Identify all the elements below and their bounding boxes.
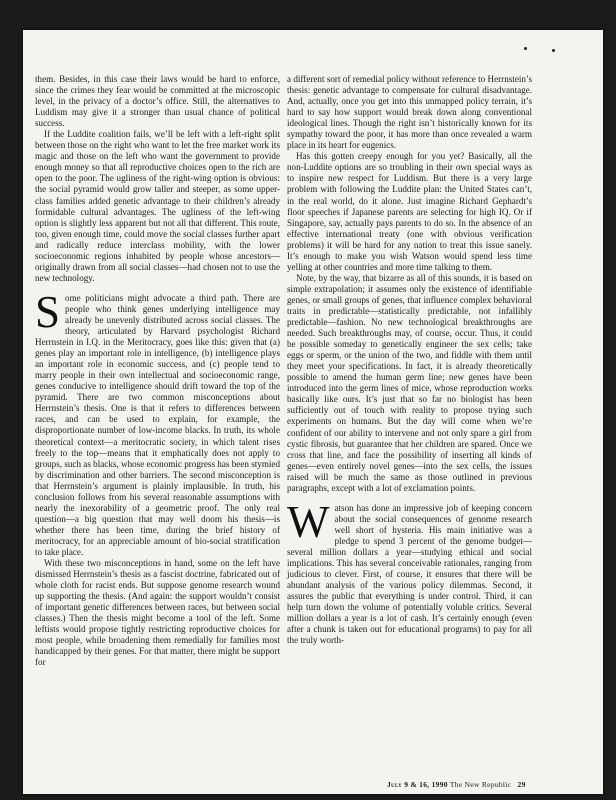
page-footer (387, 780, 526, 789)
right-column (287, 74, 532, 646)
issue-date: July 9 & 16, 1990 (387, 780, 448, 789)
paragraph: them. Besides, in this case their laws would be hard to enforce, since the crimes they fear would be committed at the microscopic level, in the privacy of a doctor’s office. Still, the alternatives to Luddism may give it a stronger than usual chance of political success. (35, 74, 280, 129)
paragraph: With these two misconceptions in hand, some on the left have dismissed Herrnstein’s thesis as a fascist doctrine, fabricated out of whole cloth for racist ends. But suppose genome research wound up supporting the thesis. (And again: the support wouldn’t consist of important genetic differences between races, but between social classes.) Then the thesis might become a tool of the left. Some leftists would propose tightly restricting reproductive choices for most people, while broadening them remedially for families most handicapped by their genes. For that matter, there might be support for (35, 558, 280, 668)
punch-mark-left (524, 47, 527, 50)
punch-mark-right (552, 49, 555, 52)
page-number: 29 (517, 780, 526, 789)
paragraph: a different sort of remedial policy without reference to Herrnstein’s thesis: genetic advantage to compensate for cultural disadvantage. And, actually, once you get into this unmapped policy terrain, it’s hard to say how support would break down along conventional ideological lines. Though the right isn’t historically known for its sympathy toward the poor, it has more than once revealed a warm place in its heart for eugenics. (287, 74, 532, 151)
paragraph: Has this gotten creepy enough for you yet? Basically, all the non-Luddite options are so troubling in their own special ways as to inspire new respect for Luddism. But there is a very large problem with following the Luddite plan: the United States can’t, in the real world, do it alone. Just imagine Richard Gephardt’s floor speeches if Japanese parents are selecting for high IQ. Or if Singapore, say, actually pays parents to do so. In the absence of an effective international treaty (one with obvious verification problems) it will be hard for any nation to treat this issue sanely. It’s enough to make you wish Watson would spend less time yelling at other countries and more time talking to them. (287, 151, 532, 272)
left-column (35, 74, 280, 668)
paragraph-dropcap: Watson has done an impressive job of keeping concern about the social consequences of genome research well short of hysteria. His main initiative was a pledge to spend 3 percent of the genome budget—several million dollars a year—studying ethical and social implications. This has several conceivable rationales, ranging from judicious to clever. First, of course, it ensures that there will be abundant analysis of the various policy dilemmas. Second, it assures the public that everything is under control. Third, it can help turn down the volume of potentially voluble critics. Several million dollars a year is a lot of cash. It’s certainly enough (even after a chunk is taken out for educational programs) to pay for all the truly worth- (287, 496, 532, 646)
paragraph-dropcap: Some politicians might advocate a third path. There are people who think genes underlying intelligence may already be unevenly distributed across social classes. The theory, articulated by Harvard psychologist Richard Herrnstein in I.Q. in the Meritocracy, goes like this: given that (a) genes play an important role in intelligence, (b) intelligence plays an important role in economic success, and (c) people tend to marry people in their own intellectual and socioeconomic range, genes conducive to intelligence should drift toward the top of the pyramid. There are two common misconceptions about Herrnstein’s thesis. One is that it refers to differences between races, and can be used to explain, for example, the disproportionate number of low-income blacks. In truth, its whole theoretical context—a meritocratic society, in which talent rises freely to the top—means that it emphatically does not apply to groups, such as blacks, whose economic progress has been stymied by discrimination and other barriers. The second misconception is that Herrnstein’s argument is plainly implausible. In truth, his conclusion follows from his several reasonable assumptions with nearly the inexorability of a geometric proof. The only real question—a big question that may well doom his thesis—is whether there has been time, during the brief history of meritocracy, for an appreciable amount of bio-social stratification to take place. (35, 286, 280, 557)
magazine-page (23, 30, 603, 794)
paragraph: Note, by the way, that bizarre as all of this sounds, it is based on simple extrapolation; it assumes only the existence of identifiable genes, or small groups of genes, that influence complex behavioral traits in predictable—statistically predictable, not infallibly predictable—fashion. No new technological breakthroughs are needed. Such breakthroughs may, of course, occur. Thus, it could be possible someday to genetically engineer the sex cells; take eggs or sperm, or the union of the two, and fiddle with them until they meet your specifications. In fact, it is already theoretically possible to amend the human germ line; new genes have been introduced into the germ lines of mice, whose reproduction works basically like ours. It’s just that so far no biologist has been sufficiently out of touch with reality to propose trying such experiments on humans. But the day will come when we’re confident of our ability to intervene and not only spare a girl from cystic fibrosis, but guarantee that her children are spared. Once we cross that line, and face the possibility of inserting all kinds of genes—even entirely novel genes—into the sex cells, the issues raised will be much the same as those outlined in previous paragraphs, except with a lot of exclamation points. (287, 272, 532, 493)
magazine-name: The New Republic (449, 780, 512, 789)
paragraph: If the Luddite coalition fails, we’ll be left with a left-right split between those on the right who want to let the free market work its magic and those on the left who want the government to provide enough money so that all reproductive choices open to the rich are open to the poor. The ugliness of the right-wing option is obvious: the social pyramid would grow taller and steeper, as some upper-class families added genetic advantage to their children’s already formidable cultural advantages. The ugliness of the left-wing option is slightly less apparent but not all that different. This route, too, given enough time, could move the social classes further apart and radically reduce interclass mobility, with the lower socioeconomic regions inhabited by people whose ancestors—originally drawn from all social classes—had chosen not to use the new technology. (35, 129, 280, 283)
